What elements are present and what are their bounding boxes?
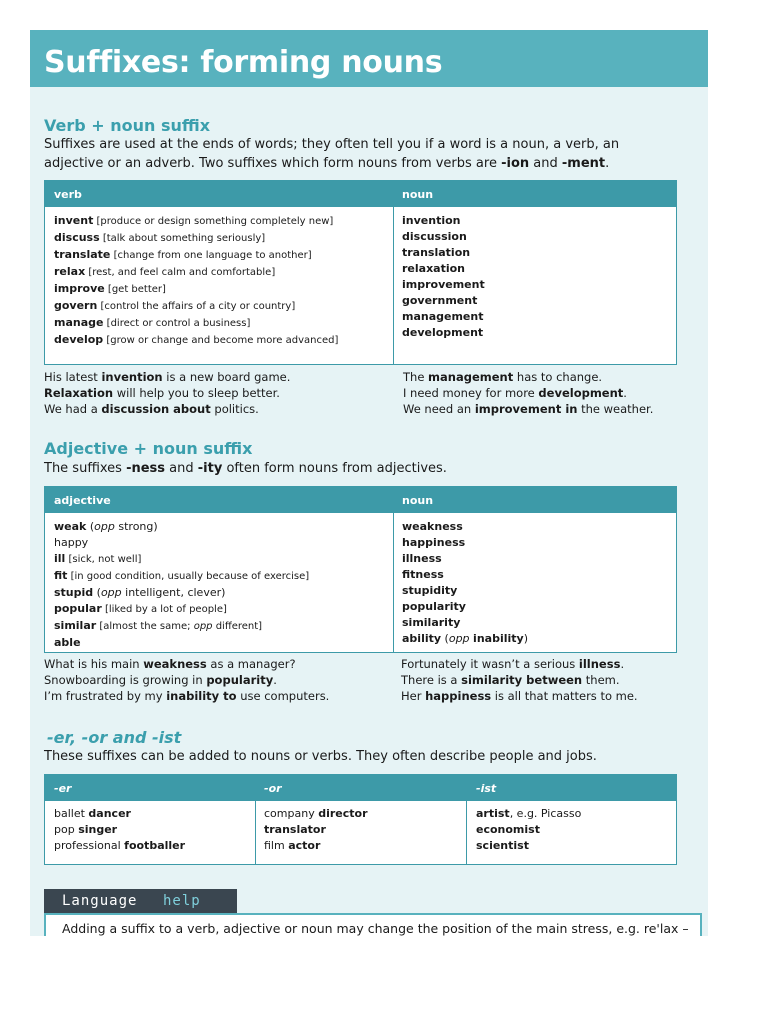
list-item: company director xyxy=(264,807,368,820)
ist-column xyxy=(476,806,581,854)
adjective-column xyxy=(54,519,309,651)
section-heading-er-or-ist: -er, -or and -ist xyxy=(47,728,182,747)
list-item: ill [sick, not well] xyxy=(54,552,142,565)
language-help-label: Language xyxy=(62,893,138,909)
list-item: government xyxy=(402,294,478,307)
column-divider xyxy=(393,487,394,652)
noun-column xyxy=(402,519,528,647)
list-item: manage [direct or control a business] xyxy=(54,316,251,329)
section-intro-er-or-ist: These suffixes can be added to nouns or verbs. They often describe people and jobs. xyxy=(44,749,597,764)
example-sentence: Relaxation will help you to sleep better. xyxy=(44,386,280,400)
list-item: popular [liked by a lot of people] xyxy=(54,602,227,615)
er-column xyxy=(54,806,185,854)
list-item: relax [rest, and feel calm and comfortable] xyxy=(54,265,276,278)
list-item: economist xyxy=(476,823,540,836)
list-item: invent [produce or design something completely new] xyxy=(54,214,334,227)
column-header-ist: -ist xyxy=(476,782,497,795)
noun-column xyxy=(402,213,485,341)
example-sentence: I need money for more development. xyxy=(403,386,627,400)
example-sentence: Snowboarding is growing in popularity. xyxy=(44,673,277,687)
list-item: stupid (opp intelligent, clever) xyxy=(54,586,226,599)
title-banner xyxy=(30,30,708,87)
list-item: happiness xyxy=(402,536,466,549)
examples-left xyxy=(44,369,290,417)
column-header-verb: verb xyxy=(54,188,82,201)
example-sentence: I’m frustrated by my inability to use computers. xyxy=(44,689,330,703)
language-help-label-accent: help xyxy=(163,893,201,909)
examples-right xyxy=(403,369,653,417)
adjective-noun-table xyxy=(44,486,677,653)
list-item: invention xyxy=(402,214,461,227)
list-item: management xyxy=(402,310,484,323)
list-item: able xyxy=(54,636,81,649)
examples-left xyxy=(44,656,329,704)
language-help-tab xyxy=(44,889,237,913)
section-heading-adjective-noun: Adjective + noun suffix xyxy=(44,439,253,458)
column-divider xyxy=(466,775,467,864)
list-item: popularity xyxy=(402,600,466,613)
list-item: pop singer xyxy=(54,823,118,836)
list-item: translator xyxy=(264,823,326,836)
list-item: relaxation xyxy=(402,262,466,275)
example-sentence: The management has to change. xyxy=(403,370,603,384)
list-item: happy xyxy=(54,536,89,549)
list-item: development xyxy=(402,326,484,339)
list-item: fit [in good condition, usually because of exercise] xyxy=(54,569,310,582)
column-header-noun: noun xyxy=(402,494,434,507)
list-item: discuss [talk about something seriously] xyxy=(54,231,266,244)
list-item: scientist xyxy=(476,839,529,852)
list-item: artist, e.g. Picasso xyxy=(476,807,582,820)
list-item: ballet dancer xyxy=(54,807,131,820)
example-sentence: We need an improvement in the weather. xyxy=(403,402,654,416)
list-item: illness xyxy=(402,552,442,565)
list-item: professional footballer xyxy=(54,839,186,852)
table-header xyxy=(45,181,676,207)
example-sentence: There is a similarity between them. xyxy=(401,673,620,687)
list-item: translation xyxy=(402,246,471,259)
list-item: govern [control the affairs of a city or country] xyxy=(54,299,296,312)
section-heading-verb-noun: Verb + noun suffix xyxy=(44,116,211,135)
er-or-ist-table xyxy=(44,774,677,865)
example-sentence: His latest invention is a new board game. xyxy=(44,370,291,384)
example-sentence: Her happiness is all that matters to me. xyxy=(401,689,638,703)
language-help-text: Adding a suffix to a verb, adjective or noun may change the position of the main stress, e.g. re'lax – xyxy=(62,921,689,936)
list-item: improve [get better] xyxy=(54,282,166,295)
example-sentence: We had a discussion about politics. xyxy=(44,402,259,416)
or-column xyxy=(264,806,368,854)
list-item: film actor xyxy=(264,839,321,852)
intro-line: adjective or an adverb. Two suffixes which form nouns from verbs are -ion and -ment. xyxy=(44,156,610,171)
list-item: similarity xyxy=(402,616,461,629)
list-item: ability (opp inability) xyxy=(402,632,528,645)
example-sentence: What is his main weakness as a manager? xyxy=(44,657,296,671)
column-header-adjective: adjective xyxy=(54,494,111,507)
page-title: Suffixes: forming nouns xyxy=(44,45,443,80)
column-header-noun: noun xyxy=(402,188,434,201)
list-item: stupidity xyxy=(402,584,458,597)
verb-noun-table xyxy=(44,180,677,365)
section-intro-adjective-noun: The suffixes -ness and -ity often form nouns from adjectives. xyxy=(44,461,447,476)
list-item: develop [grow or change and become more advanced] xyxy=(54,333,339,346)
section-intro-verb-noun xyxy=(44,135,619,173)
column-header-or: -or xyxy=(264,782,282,795)
example-sentence: Fortunately it wasn’t a serious illness. xyxy=(401,657,625,671)
worksheet-page xyxy=(30,30,708,936)
list-item: fitness xyxy=(402,568,444,581)
column-divider xyxy=(255,775,256,864)
list-item: weakness xyxy=(402,520,463,533)
list-item: improvement xyxy=(402,278,485,291)
list-item: weak (opp strong) xyxy=(54,520,158,533)
table-header xyxy=(45,487,676,513)
list-item: discussion xyxy=(402,230,467,243)
list-item: translate [change from one language to another] xyxy=(54,248,312,261)
list-item: similar [almost the same; opp different] xyxy=(54,619,263,632)
table-header xyxy=(45,775,676,801)
verb-column xyxy=(54,213,338,349)
examples-right xyxy=(401,656,638,704)
intro-line: Suffixes are used at the ends of words; they often tell you if a word is a noun, a verb, an xyxy=(44,137,620,152)
column-header-er: -er xyxy=(54,782,72,795)
language-help-box xyxy=(44,913,702,936)
column-divider xyxy=(393,181,394,364)
